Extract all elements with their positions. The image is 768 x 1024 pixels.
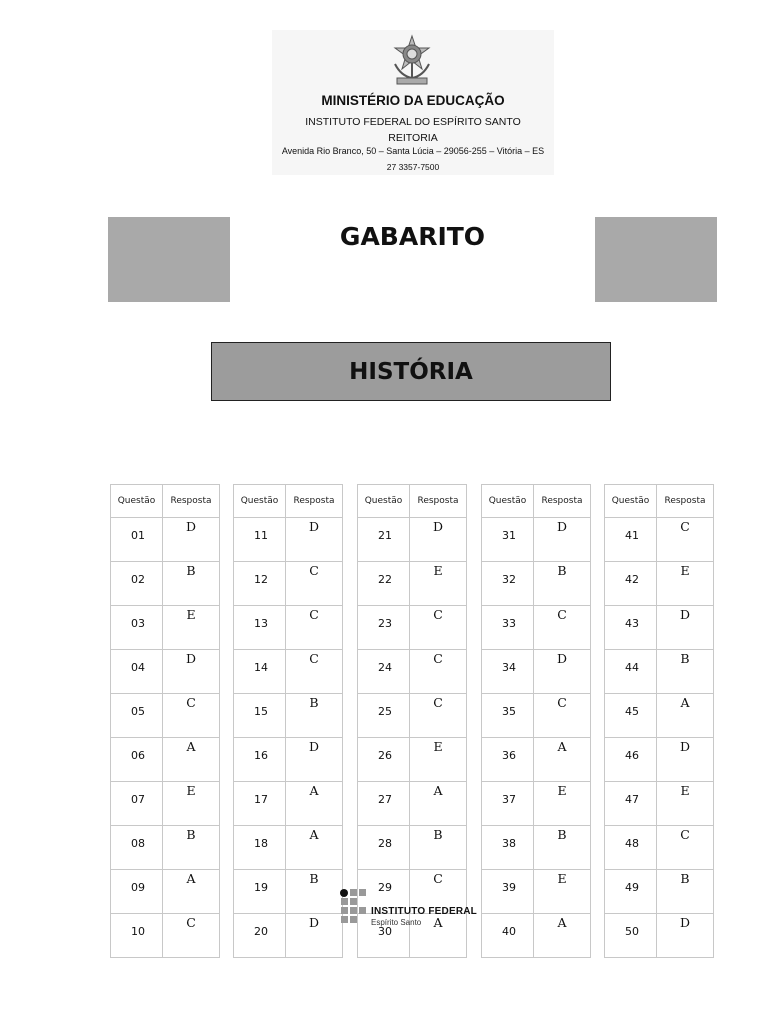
header-answer: Resposta	[410, 485, 467, 518]
question-number: 39	[482, 870, 534, 914]
question-number: 21	[358, 518, 410, 562]
question-number: 04	[111, 650, 163, 694]
answer-letter: A	[286, 782, 343, 826]
question-number: 25	[358, 694, 410, 738]
question-number: 22	[358, 562, 410, 606]
table-row	[482, 694, 591, 738]
table-row	[482, 650, 591, 694]
question-number: 03	[111, 606, 163, 650]
answer-letter: D	[410, 518, 467, 562]
answer-letter: C	[534, 694, 591, 738]
question-number: 11	[234, 518, 286, 562]
answer-letter: D	[163, 518, 220, 562]
instituto-federal-logo-icon	[340, 888, 368, 926]
table-row	[358, 606, 467, 650]
table-row	[605, 606, 714, 650]
institute-name: INSTITUTO FEDERAL DO ESPÍRITO SANTO	[305, 116, 521, 128]
ministry-name: MINISTÉRIO DA EDUCAÇÃO	[321, 93, 505, 108]
answer-letter: A	[163, 870, 220, 914]
question-number: 23	[358, 606, 410, 650]
header-answer: Resposta	[163, 485, 220, 518]
answer-letter: B	[286, 870, 343, 914]
table-row	[111, 914, 220, 958]
answer-letter: A	[410, 914, 467, 958]
header-question: Questão	[605, 485, 657, 518]
table-row	[234, 738, 343, 782]
answer-letter: B	[286, 694, 343, 738]
question-number: 34	[482, 650, 534, 694]
answer-table	[357, 484, 467, 958]
question-number: 32	[482, 562, 534, 606]
answer-letter: B	[163, 562, 220, 606]
header-question: Questão	[111, 485, 163, 518]
question-number: 06	[111, 738, 163, 782]
answer-letter: C	[410, 870, 467, 914]
question-number: 44	[605, 650, 657, 694]
answer-letter: A	[534, 738, 591, 782]
table-row	[111, 650, 220, 694]
table-row	[605, 826, 714, 870]
answer-letter: C	[534, 606, 591, 650]
table-row	[482, 914, 591, 958]
answer-letter: B	[534, 826, 591, 870]
question-number: 05	[111, 694, 163, 738]
table-row	[358, 738, 467, 782]
table-row	[111, 606, 220, 650]
table-row	[605, 562, 714, 606]
question-number: 16	[234, 738, 286, 782]
table-row	[234, 518, 343, 562]
header-question: Questão	[234, 485, 286, 518]
question-number: 10	[111, 914, 163, 958]
table-row	[482, 606, 591, 650]
answer-letter: D	[534, 650, 591, 694]
table-row	[358, 650, 467, 694]
answer-letter: C	[410, 606, 467, 650]
answer-table	[481, 484, 591, 958]
question-number: 13	[234, 606, 286, 650]
page-title: GABARITO	[339, 222, 486, 251]
question-number: 26	[358, 738, 410, 782]
answer-letter: A	[534, 914, 591, 958]
table-row	[111, 782, 220, 826]
answer-letter: E	[163, 606, 220, 650]
answer-letter: C	[163, 914, 220, 958]
question-number: 01	[111, 518, 163, 562]
brazil-coat-of-arms-icon	[389, 34, 435, 86]
answer-letter: D	[286, 738, 343, 782]
question-number: 29	[358, 870, 410, 914]
question-number: 45	[605, 694, 657, 738]
table-row	[482, 870, 591, 914]
logo-title: INSTITUTO FEDERAL	[371, 906, 477, 917]
table-row	[605, 870, 714, 914]
answer-letter: C	[657, 518, 714, 562]
subject-title: HISTÓRIA	[349, 358, 473, 385]
table-row	[234, 826, 343, 870]
subject-box	[211, 342, 611, 401]
question-number: 35	[482, 694, 534, 738]
header-question: Questão	[482, 485, 534, 518]
answer-letter: D	[534, 518, 591, 562]
header-answer: Resposta	[286, 485, 343, 518]
table-row	[111, 518, 220, 562]
answer-letter: D	[657, 606, 714, 650]
question-number: 02	[111, 562, 163, 606]
answer-letter: B	[657, 650, 714, 694]
question-number: 49	[605, 870, 657, 914]
table-row	[111, 826, 220, 870]
table-row	[234, 606, 343, 650]
answer-letter: A	[657, 694, 714, 738]
table-row	[605, 518, 714, 562]
table-row	[605, 738, 714, 782]
table-row	[111, 870, 220, 914]
answer-letter: C	[657, 826, 714, 870]
table-row	[482, 782, 591, 826]
question-number: 27	[358, 782, 410, 826]
table-row	[605, 914, 714, 958]
question-number: 14	[234, 650, 286, 694]
letterhead	[272, 30, 554, 175]
question-number: 31	[482, 518, 534, 562]
question-number: 15	[234, 694, 286, 738]
answer-letter: D	[163, 650, 220, 694]
question-number: 30	[358, 914, 410, 958]
question-number: 09	[111, 870, 163, 914]
header-answer: Resposta	[534, 485, 591, 518]
answer-letter: E	[534, 870, 591, 914]
table-row	[358, 694, 467, 738]
question-number: 40	[482, 914, 534, 958]
answer-letter: B	[657, 870, 714, 914]
answer-letter: A	[163, 738, 220, 782]
question-number: 33	[482, 606, 534, 650]
answer-letter: D	[286, 518, 343, 562]
answer-letter: B	[410, 826, 467, 870]
table-row	[358, 562, 467, 606]
question-number: 20	[234, 914, 286, 958]
question-number: 19	[234, 870, 286, 914]
answer-letter: A	[286, 826, 343, 870]
table-row	[358, 518, 467, 562]
question-number: 36	[482, 738, 534, 782]
answer-letter: E	[410, 738, 467, 782]
question-number: 50	[605, 914, 657, 958]
grey-box-right	[595, 217, 717, 302]
question-number: 24	[358, 650, 410, 694]
question-number: 37	[482, 782, 534, 826]
footer-logo	[340, 888, 490, 928]
table-row	[111, 738, 220, 782]
question-number: 46	[605, 738, 657, 782]
question-number: 12	[234, 562, 286, 606]
question-number: 28	[358, 826, 410, 870]
answer-letter: C	[410, 694, 467, 738]
question-number: 47	[605, 782, 657, 826]
question-number: 42	[605, 562, 657, 606]
answer-letter: A	[410, 782, 467, 826]
table-row	[234, 782, 343, 826]
header-question: Questão	[358, 485, 410, 518]
logo-subtitle: Espírito Santo	[371, 918, 422, 927]
answer-letter: E	[163, 782, 220, 826]
table-row	[111, 562, 220, 606]
question-number: 08	[111, 826, 163, 870]
answer-letter: C	[286, 562, 343, 606]
answer-letter: C	[286, 606, 343, 650]
answer-letter: B	[163, 826, 220, 870]
answer-letter: C	[286, 650, 343, 694]
question-number: 17	[234, 782, 286, 826]
table-row	[234, 870, 343, 914]
table-row	[605, 694, 714, 738]
header-answer: Resposta	[657, 485, 714, 518]
table-row	[482, 738, 591, 782]
question-number: 07	[111, 782, 163, 826]
table-row	[482, 826, 591, 870]
table-row	[234, 562, 343, 606]
answer-letter: D	[657, 914, 714, 958]
answer-table	[604, 484, 714, 958]
table-row	[234, 694, 343, 738]
answer-letter: D	[657, 738, 714, 782]
table-row	[605, 782, 714, 826]
table-row	[234, 914, 343, 958]
address: Avenida Rio Branco, 50 – Santa Lúcia – 29056-255 – Vitória – ES	[281, 146, 545, 156]
table-row	[358, 826, 467, 870]
question-number: 38	[482, 826, 534, 870]
answer-letter: B	[534, 562, 591, 606]
unit-name: REITORIA	[388, 132, 438, 144]
answer-letter: E	[534, 782, 591, 826]
answer-letter: E	[657, 562, 714, 606]
table-row	[482, 518, 591, 562]
answer-letter: C	[163, 694, 220, 738]
phone: 27 3357-7500	[386, 162, 440, 172]
question-number: 41	[605, 518, 657, 562]
answer-table	[110, 484, 220, 958]
table-row	[605, 650, 714, 694]
table-row	[111, 694, 220, 738]
table-row	[234, 650, 343, 694]
answer-letter: D	[286, 914, 343, 958]
table-row	[482, 562, 591, 606]
question-number: 18	[234, 826, 286, 870]
question-number: 43	[605, 606, 657, 650]
question-number: 48	[605, 826, 657, 870]
grey-box-left	[108, 217, 230, 302]
answer-letter: E	[410, 562, 467, 606]
answer-letter: C	[410, 650, 467, 694]
answer-table	[233, 484, 343, 958]
table-row	[358, 782, 467, 826]
answer-letter: E	[657, 782, 714, 826]
